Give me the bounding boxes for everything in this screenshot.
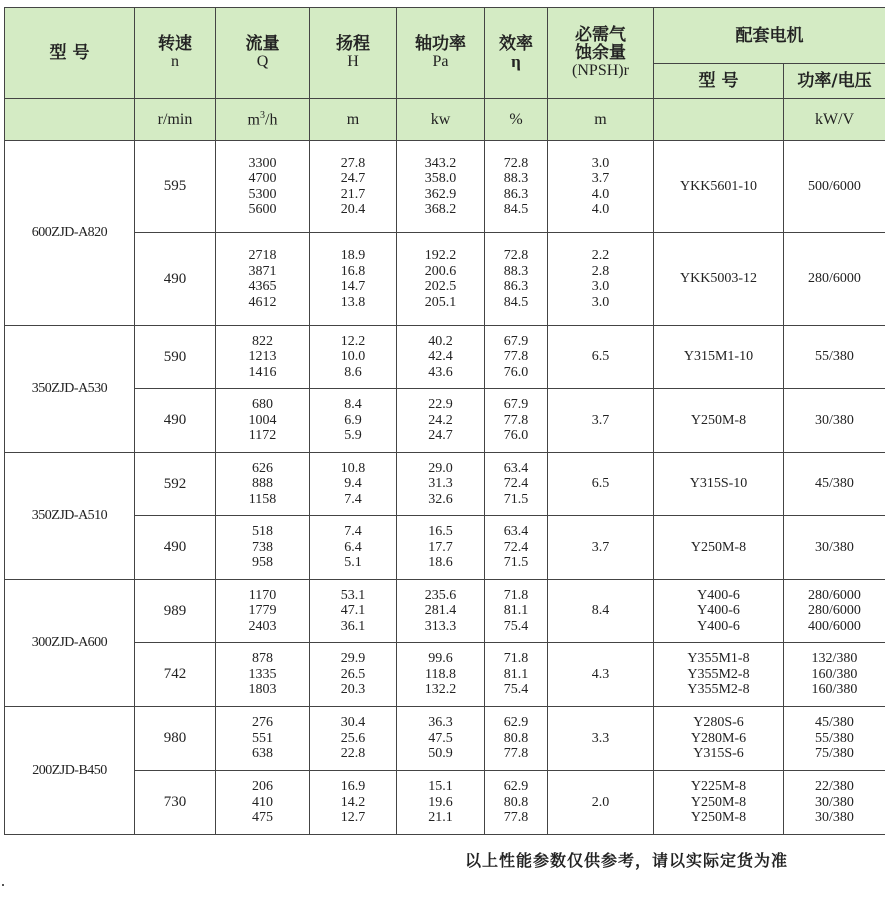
head-cell: 29.9 26.5 20.3 (310, 643, 397, 707)
page-mark (2, 884, 4, 886)
efficiency-cell: 72.8 88.3 86.3 84.5 (485, 233, 548, 326)
efficiency-cell: 71.8 81.1 75.4 (485, 643, 548, 707)
head-cell: 10.8 9.4 7.4 (310, 453, 397, 516)
npsh-cell: 3.0 3.7 4.0 4.0 (548, 141, 654, 233)
speed-cell: 490 (135, 233, 216, 326)
npsh-cell: 2.2 2.8 3.0 3.0 (548, 233, 654, 326)
head-cell: 8.4 6.9 5.9 (310, 389, 397, 453)
motor-model-cell: Y250M-8 (654, 516, 784, 580)
flow-cell: 206 410 475 (216, 771, 310, 835)
motor-power-cell: 280/6000 (784, 233, 885, 326)
speed-cell: 592 (135, 453, 216, 516)
motor-power-cell: 45/380 (784, 453, 885, 516)
units-model (5, 99, 135, 141)
table-row (5, 516, 885, 580)
table-row (5, 771, 885, 835)
efficiency-cell: 72.8 88.3 86.3 84.5 (485, 141, 548, 233)
units-speed: r/min (135, 99, 216, 141)
header-head: 扬程 H (310, 8, 397, 99)
header-motor-power: 功率/电压 (784, 64, 885, 99)
head-cell: 53.1 47.1 36.1 (310, 580, 397, 643)
motor-power-cell: 30/380 (784, 389, 885, 453)
pump-model-cell: 300ZJD-A600 (5, 580, 135, 707)
power-cell: 192.2 200.6 202.5 205.1 (397, 233, 485, 326)
header-model: 型 号 (5, 8, 135, 99)
table-row (5, 389, 885, 453)
header-flow: 流量 Q (216, 8, 310, 99)
power-cell: 40.2 42.4 43.6 (397, 326, 485, 389)
motor-power-cell: 500/6000 (784, 141, 885, 233)
units-power: kw (397, 99, 485, 141)
motor-model-cell: YKK5003-12 (654, 233, 784, 326)
efficiency-cell: 71.8 81.1 75.4 (485, 580, 548, 643)
speed-cell: 730 (135, 771, 216, 835)
motor-model-cell: Y250M-8 (654, 389, 784, 453)
npsh-cell: 3.7 (548, 516, 654, 580)
motor-model-cell: Y225M-8 Y250M-8 Y250M-8 (654, 771, 784, 835)
table-row (5, 141, 885, 233)
pump-model-cell: 350ZJD-A510 (5, 453, 135, 580)
speed-cell: 980 (135, 707, 216, 771)
npsh-cell: 2.0 (548, 771, 654, 835)
motor-model-cell: Y400-6 Y400-6 Y400-6 (654, 580, 784, 643)
table-row (5, 580, 885, 643)
units-npsh: m (548, 99, 654, 141)
header-npsh: 必需气蚀余量 (NPSH)r (548, 8, 654, 99)
power-cell: 16.5 17.7 18.6 (397, 516, 485, 580)
motor-power-cell: 132/380 160/380 160/380 (784, 643, 885, 707)
power-cell: 22.9 24.2 24.7 (397, 389, 485, 453)
head-cell: 18.9 16.8 14.7 13.8 (310, 233, 397, 326)
head-cell: 27.8 24.7 21.7 20.4 (310, 141, 397, 233)
pump-spec-table (4, 7, 885, 835)
power-cell: 343.2 358.0 362.9 368.2 (397, 141, 485, 233)
speed-cell: 490 (135, 389, 216, 453)
pump-model-cell: 200ZJD-B450 (5, 707, 135, 835)
header-motor: 配套电机 (654, 8, 885, 64)
speed-cell: 742 (135, 643, 216, 707)
flow-cell: 1170 1779 2403 (216, 580, 310, 643)
npsh-cell: 4.3 (548, 643, 654, 707)
efficiency-cell: 63.4 72.4 71.5 (485, 453, 548, 516)
motor-power-cell: 30/380 (784, 516, 885, 580)
flow-cell: 276 551 638 (216, 707, 310, 771)
flow-cell: 3300 4700 5300 5600 (216, 141, 310, 233)
motor-model-cell: Y315M1-10 (654, 326, 784, 389)
npsh-cell: 3.3 (548, 707, 654, 771)
units-motor-power: kW/V (784, 99, 885, 141)
flow-cell: 518 738 958 (216, 516, 310, 580)
head-cell: 12.2 10.0 8.6 (310, 326, 397, 389)
npsh-cell: 3.7 (548, 389, 654, 453)
speed-cell: 595 (135, 141, 216, 233)
flow-cell: 2718 3871 4365 4612 (216, 233, 310, 326)
units-efficiency: % (485, 99, 548, 141)
head-cell: 16.9 14.2 12.7 (310, 771, 397, 835)
table-row (5, 453, 885, 516)
motor-model-cell: Y280S-6 Y280M-6 Y315S-6 (654, 707, 784, 771)
speed-cell: 490 (135, 516, 216, 580)
motor-power-cell: 55/380 (784, 326, 885, 389)
header-speed: 转速 n (135, 8, 216, 99)
speed-cell: 590 (135, 326, 216, 389)
pump-model-cell: 350ZJD-A530 (5, 326, 135, 453)
motor-power-cell: 22/380 30/380 30/380 (784, 771, 885, 835)
power-cell: 15.1 19.6 21.1 (397, 771, 485, 835)
power-cell: 99.6 118.8 132.2 (397, 643, 485, 707)
power-cell: 36.3 47.5 50.9 (397, 707, 485, 771)
speed-cell: 989 (135, 580, 216, 643)
motor-model-cell: YKK5601-10 (654, 141, 784, 233)
motor-power-cell: 280/6000 280/6000 400/6000 (784, 580, 885, 643)
table-row (5, 707, 885, 771)
units-head: m (310, 99, 397, 141)
efficiency-cell: 67.9 77.8 76.0 (485, 326, 548, 389)
table-row (5, 643, 885, 707)
efficiency-cell: 62.9 80.8 77.8 (485, 707, 548, 771)
efficiency-cell: 63.4 72.4 71.5 (485, 516, 548, 580)
table-row (5, 233, 885, 326)
flow-cell: 626 888 1158 (216, 453, 310, 516)
table-row (5, 326, 885, 389)
motor-power-cell: 45/380 55/380 75/380 (784, 707, 885, 771)
units-motor-model (654, 99, 784, 141)
pump-model-cell: 600ZJD-A820 (5, 141, 135, 326)
footer-note: 以上性能参数仅供参考，请以实际定货为准 (465, 851, 789, 870)
efficiency-cell: 62.9 80.8 77.8 (485, 771, 548, 835)
flow-cell: 822 1213 1416 (216, 326, 310, 389)
motor-model-cell: Y355M1-8 Y355M2-8 Y355M2-8 (654, 643, 784, 707)
power-cell: 29.0 31.3 32.6 (397, 453, 485, 516)
header-power: 轴功率 Pa (397, 8, 485, 99)
units-flow: $m^3/h$ (216, 99, 310, 141)
head-cell: 7.4 6.4 5.1 (310, 516, 397, 580)
power-cell: 235.6 281.4 313.3 (397, 580, 485, 643)
motor-model-cell: Y315S-10 (654, 453, 784, 516)
npsh-cell: 8.4 (548, 580, 654, 643)
npsh-cell: 6.5 (548, 453, 654, 516)
flow-cell: 680 1004 1172 (216, 389, 310, 453)
flow-cell: 878 1335 1803 (216, 643, 310, 707)
efficiency-cell: 67.9 77.8 76.0 (485, 389, 548, 453)
header-motor-model: 型 号 (654, 64, 784, 99)
npsh-cell: 6.5 (548, 326, 654, 389)
head-cell: 30.4 25.6 22.8 (310, 707, 397, 771)
header-efficiency: 效率 η (485, 8, 548, 99)
